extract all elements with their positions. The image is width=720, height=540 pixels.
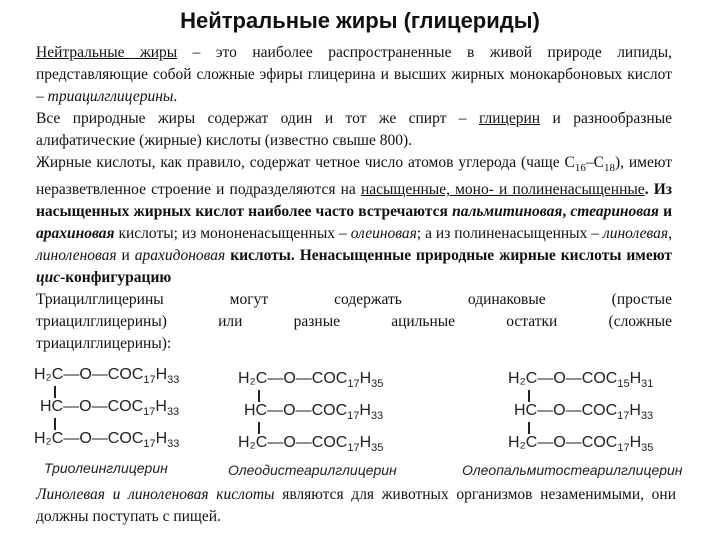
paragraph-4-line-1: Триацилглицерины могут содержать одинаковые (простые [36,291,672,309]
paragraph-4-line-3: триацилглицерины): [36,335,172,353]
page-title: Нейтральные жиры (глицериды) [180,8,540,33]
bond-line [54,418,56,430]
paragraph-4-line-2: триацилглицерины) или разные ацильные остатки (сложные [36,313,672,331]
bond-line [258,422,260,434]
bond-line [258,390,260,402]
formula-row: $H_2C—O—COC_{17}H_{35}$ [508,434,654,455]
formula-name-triolein: Триолеинглицерин [44,460,168,476]
term-neutral-fats: Нейтральные жиры [36,44,178,61]
formula-row: $H_2C—O—COC_{17}H_{35}$ [238,370,384,391]
formula-name-oleopalmitostearin: Олеопальмитостеарилглицерин [462,462,683,478]
paragraph-3: Жирные кислоты, как правило, содержат четное число атомов углерода (чаще $C_{16}-C_{18}$), имеют неразветвленное строение и подразделяются на насыщенные, моно- и полиненасыщенные. Из насыщенных жирных кислот наиболее часто встречаются пальмитиновая, стеариновая и арахиновая кислоты; из мононенасыщенных – олеиновая; а из полиненасыщенных – линолевая, линоленовая и арахидоновая кислоты. Ненасыщенные природные жирные кислоты имеют цис-конфигурацию [36,154,673,287]
footer-text: Линолевая и линоленовая кислоты являются для животных организмов незаменимыми, они должны поступать с пищей. [36,486,676,525]
formula-oleopalmitostearin [508,370,688,460]
formula-oleodistearin [238,370,418,460]
term-saturation: насыщенные, моно- и полиненасыщенные [360,181,645,199]
term-glycerol: глицерин [478,110,541,127]
formula-name-oleodistearin: Олеодистеарилглицерин [228,462,397,478]
formula-row: $H_2C—O—COC_{15}H_{31}$ [508,370,654,391]
paragraph-1: Нейтральные жиры – это наиболее распространенные в живой природе липиды, представляющие собой сложные эфиры глицерина и высших жирных монокарбоновых кислот – триацилглицерины. [36,44,672,105]
formula-row: $H_2C—O—COC_{17}H_{35}$ [238,434,384,455]
formula-row: $H_2C—O—COC_{17}H_{33}$ [34,366,180,387]
paragraph-2: Все природные жиры содержат один и тот же спирт – глицерин и разнообразные алифатические (жирные) кислоты (известно свыше 800). [36,110,672,149]
bond-line [528,422,530,434]
formula-row: $HC—O—COC_{17}H_{33}$ [514,402,654,423]
bond-line [54,386,56,398]
formula-row: $H_2C—O—COC_{17}H_{33}$ [34,430,180,451]
body-text [36,42,672,355]
bond-line [528,390,530,402]
formula-row: $HC—O—COC_{17}H_{33}$ [40,398,180,419]
formula-triolein [34,366,214,456]
formula-row: $HC—O—COC_{17}H_{33}$ [244,402,384,423]
